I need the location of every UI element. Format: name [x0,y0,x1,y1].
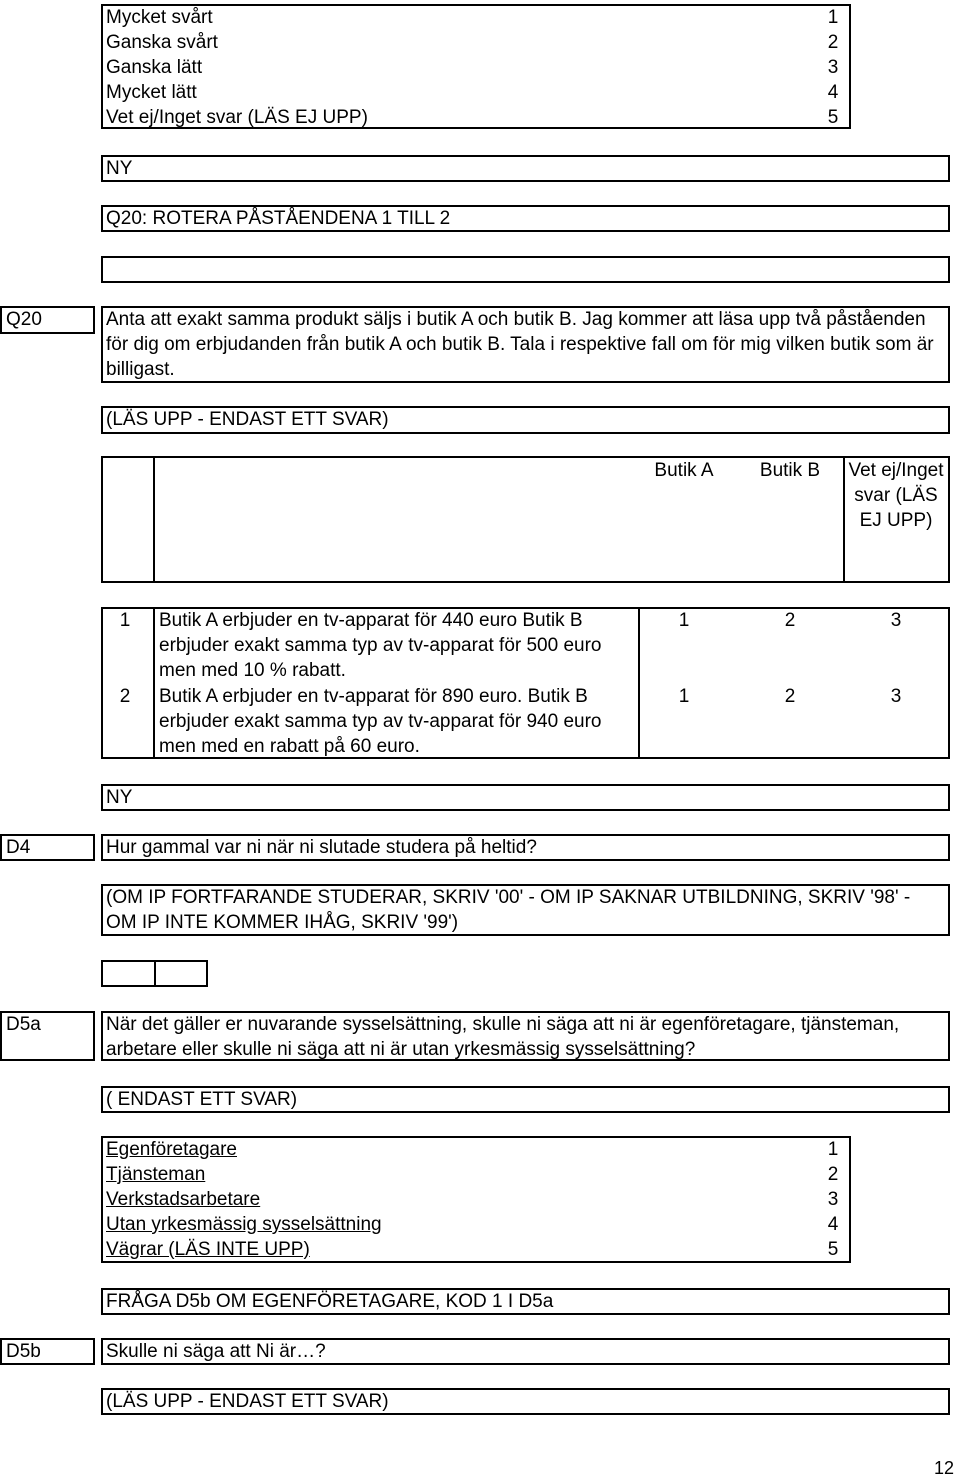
question-id: Q20 [6,309,42,330]
option-code: 4 [827,82,839,103]
empty-box [101,256,950,283]
option-code: 1 [827,7,839,28]
instruction: (LÄS UPP - ENDAST ETT SVAR) [106,409,389,430]
row-number: 1 [119,610,131,631]
option-label: Utan yrkesmässig sysselsättning [106,1214,382,1235]
column-header-butik-a: Butik A [654,460,714,481]
age-digit-box-2[interactable] [154,960,208,987]
column-header-butik-b: Butik B [759,460,821,481]
answer-code[interactable]: 1 [678,610,690,631]
ny-label: NY [106,787,133,808]
answer-code[interactable]: 1 [678,686,690,707]
option-label: Vet ej/Inget svar (LÄS EJ UPP) [106,107,368,128]
grid-divider [153,456,155,583]
column-header-vet-ej: Vet ej/Inget svar (LÄS EJ UPP) [848,460,944,531]
instruction: ( ENDAST ETT SVAR) [106,1089,298,1110]
filter-note: FRÅGA D5b OM EGENFÖRETAGARE, KOD 1 I D5a [106,1291,554,1312]
question-text: Anta att exakt samma produkt säljs i butik A och butik B. Jag kommer att läsa upp två påståenden för dig om erbjudanden från butik A och butik B. Tala i respektive fall om för mig vilken butik som är billigast. [106,309,934,380]
row-statement: Butik A erbjuder en tv-apparat för 440 euro Butik B erbjuder exakt samma typ av tv-apparat för 500 euro men med 10 % rabatt. [159,610,602,681]
age-digit-box-1[interactable] [101,960,156,987]
option-label: Ganska lätt [106,57,203,78]
option-code: 2 [827,32,839,53]
option-label: Vägrar (LÄS INTE UPP) [106,1239,310,1260]
question-text: Skulle ni säga att Ni är…? [106,1341,326,1362]
question-id: D5b [6,1341,41,1362]
option-label: Verkstadsarbetare [106,1189,261,1210]
question-text: När det gäller er nuvarande sysselsättning, skulle ni säga att ni är egenföretagare, tjänsteman, arbetare eller skulle ni säga att ni är utan yrkesmässig sysselsättning? [106,1014,900,1060]
option-label: Ganska svårt [106,32,218,53]
rotation-note: Q20: ROTERA PÅSTÅENDENA 1 TILL 2 [106,208,451,229]
ny-box [101,784,950,811]
option-code: 5 [827,107,839,128]
ny-box [101,155,950,182]
option-code: 1 [827,1139,839,1160]
answer-code[interactable]: 2 [784,610,796,631]
grid-divider [843,456,845,583]
answer-code[interactable]: 2 [784,686,796,707]
row-statement: Butik A erbjuder en tv-apparat för 890 euro. Butik B erbjuder exakt samma typ av tv-apparat för 940 euro men med en rabatt på 60 euro. [159,686,602,757]
grid-divider [638,607,640,759]
option-code: 4 [827,1214,839,1235]
question-id: D4 [6,837,31,858]
option-label: Egenföretagare [106,1139,237,1160]
question-id: D5a [6,1014,41,1035]
instruction: (OM IP FORTFARANDE STUDERAR, SKRIV '00' - OM IP SAKNAR UTBILDNING, SKRIV '98' - OM IP INTE KOMMER IHÅG, SKRIV '99') [106,887,911,933]
ny-label: NY [106,158,133,179]
answer-code[interactable]: 3 [890,686,902,707]
page-number: 12 [934,1458,955,1478]
option-code: 2 [827,1164,839,1185]
option-code: 3 [827,1189,839,1210]
instruction: (LÄS UPP - ENDAST ETT SVAR) [106,1391,389,1412]
option-code: 5 [827,1239,839,1260]
option-label: Tjänsteman [106,1164,206,1185]
option-label: Mycket svårt [106,7,213,28]
option-code: 3 [827,57,839,78]
row-number: 2 [119,686,131,707]
question-text: Hur gammal var ni när ni slutade studera på heltid? [106,837,537,858]
grid-divider [153,607,155,759]
answer-code[interactable]: 3 [890,610,902,631]
option-label: Mycket lätt [106,82,197,103]
